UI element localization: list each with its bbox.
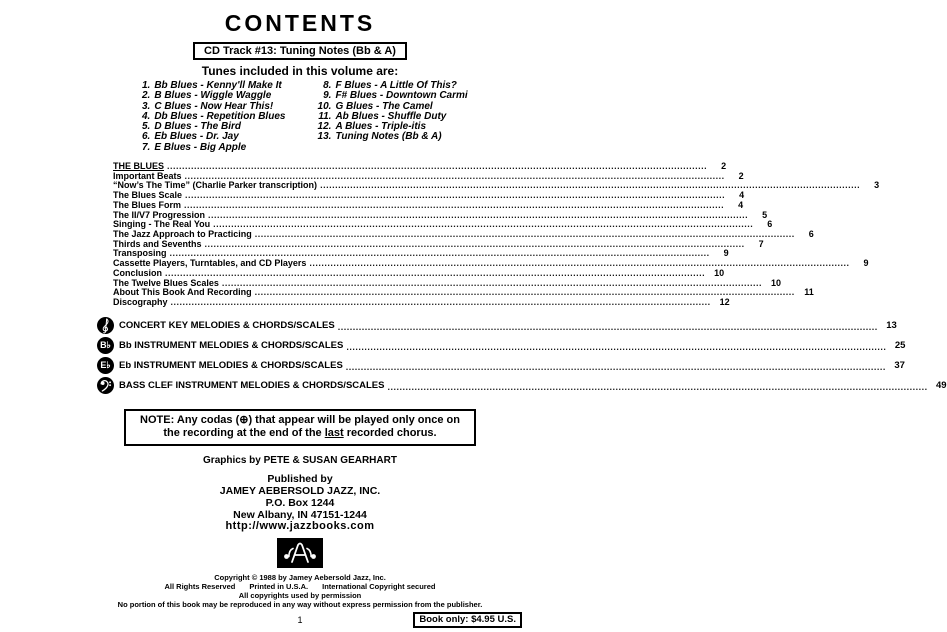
toc-entry-label: The Twelve Blues Scales xyxy=(113,277,219,288)
tune-number: 3. xyxy=(141,100,151,112)
tune-title: E Blues - Big Apple xyxy=(154,141,247,153)
graphics-credit: Graphics by PETE & SUSAN GEARHART xyxy=(203,455,397,467)
tune-number: 8. xyxy=(323,80,332,91)
credits-block xyxy=(0,455,600,533)
tune-title: A Blues - Triple-itis xyxy=(335,121,427,133)
toc-entry-page: 12 xyxy=(719,296,730,307)
copyright-rights: All Rights Reserved xyxy=(164,582,236,592)
tune-title: F Blues - A Little Of This? xyxy=(335,80,457,91)
tune-title: B Blues - Wiggle Waggle xyxy=(154,90,272,102)
dot-leader xyxy=(346,342,886,353)
page-footer xyxy=(0,612,600,632)
tune-number: 13. xyxy=(317,131,332,143)
toc-entry-label: The II/V7 Progression xyxy=(113,209,206,220)
toc-entry-label: Discography xyxy=(113,296,168,307)
publisher-website-link[interactable]: http://www.jazzbooks.com xyxy=(225,520,375,533)
section-label: Eb INSTRUMENT MELODIES & CHORDS/SCALES xyxy=(119,360,343,372)
toc-entry-page: 6 xyxy=(767,219,773,230)
toc-entry-page: 9 xyxy=(723,248,729,259)
section-label: Bb INSTRUMENT MELODIES & CHORDS/SCALES xyxy=(119,340,344,352)
publisher-po-box: P.O. Box 1244 xyxy=(265,496,335,509)
copyright-line4: No portion of this book may be reproduced in any way without express permission from the publisher. xyxy=(117,600,483,610)
toc-entry-label: THE BLUES xyxy=(113,161,165,172)
tune-title: D Blues - The Bird xyxy=(154,121,241,133)
toc-entry-page: 4 xyxy=(738,199,744,210)
coda-note-box xyxy=(124,409,476,447)
tunes-left-column xyxy=(132,81,285,153)
section-page: 37 xyxy=(894,360,905,372)
copyright-block xyxy=(0,573,600,609)
tune-title: F# Blues - Downtown Carmi xyxy=(335,90,468,102)
copyright-line2 xyxy=(0,582,600,591)
tune-number: 7. xyxy=(141,141,151,153)
publisher-name: JAMEY AEBERSOLD JAZZ, INC. xyxy=(219,484,381,497)
tune-number: 11. xyxy=(318,110,332,122)
tune-title: Eb Blues - Dr. Jay xyxy=(154,131,239,143)
toc-entry-label: Important Beats xyxy=(113,170,182,181)
bass-clef-icon xyxy=(97,377,114,394)
section-row-concert-key xyxy=(97,316,897,336)
tune-title: Db Blues - Repetition Blues xyxy=(154,110,286,122)
copyright-international: International Copyright secured xyxy=(322,582,436,592)
tune-item xyxy=(132,143,285,153)
section-page: 49 xyxy=(936,380,947,392)
section-label: CONCERT KEY MELODIES & CHORDS/SCALES xyxy=(119,320,335,332)
section-page: 25 xyxy=(894,340,906,352)
tunes-list xyxy=(0,81,600,153)
section-page: 13 xyxy=(886,320,897,332)
copyright-line3: All copyrights used by permission xyxy=(238,591,362,601)
tunes-heading: Tunes included in this volume are: xyxy=(201,64,399,78)
note-text-underlined: last xyxy=(324,427,344,440)
tune-number: 2. xyxy=(141,90,151,102)
page-title: CONTENTS xyxy=(224,10,376,36)
publisher-city: New Albany, IN 47151-1244 xyxy=(233,508,367,521)
tune-title: Tuning Notes (Bb & A) xyxy=(335,131,442,143)
copyright-printed: Printed in U.S.A. xyxy=(249,582,309,592)
tune-title: Ab Blues - Shuffle Duty xyxy=(335,110,447,122)
toc-entry-page: 11 xyxy=(804,287,814,298)
toc-entry-page: 10 xyxy=(714,267,725,278)
dot-leader xyxy=(346,362,886,373)
toc-entry-label: “Now’s The Time” (Charlie Parker transcription) xyxy=(113,180,318,191)
eb-glyph: E♭ xyxy=(97,357,114,374)
toc-entry-page: 4 xyxy=(739,190,745,201)
tune-number: 12. xyxy=(317,121,332,133)
table-of-contents xyxy=(113,161,880,308)
tune-number: 9. xyxy=(323,90,332,102)
tune-number: 6. xyxy=(141,131,151,143)
toc-entry-label: About This Book And Recording xyxy=(113,287,252,298)
tune-number: 4. xyxy=(141,110,151,122)
toc-entry-label: Conclusion xyxy=(113,267,162,278)
eb-instrument-icon xyxy=(97,357,114,374)
toc-entry-label: Cassette Players, Turntables, and CD Players xyxy=(113,258,307,269)
section-row-bb-instrument xyxy=(97,336,906,356)
toc-entry-page: 6 xyxy=(808,229,814,239)
page-number: 1 xyxy=(297,615,303,626)
toc-entry-page: 5 xyxy=(762,209,768,220)
tune-number: 1. xyxy=(141,80,151,91)
toc-entry-page: 2 xyxy=(721,161,727,172)
toc-entry-label: Transposing xyxy=(113,248,167,259)
published-by-label: Published by xyxy=(267,473,333,486)
jamey-aebersold-logo xyxy=(0,538,600,568)
toc-entry-page: 9 xyxy=(863,258,869,269)
copyright-line1: Copyright © 1988 by Jamey Aebersold Jazz, Inc. xyxy=(214,573,386,583)
section-label: BASS CLEF INSTRUMENT MELODIES & CHORDS/SCALES xyxy=(119,380,385,392)
tunes-right-column xyxy=(313,81,467,153)
tune-number: 10. xyxy=(317,100,332,112)
cd-track-note-box: CD Track #13: Tuning Notes (Bb & A) xyxy=(193,42,407,60)
toc-entry-page: 2 xyxy=(738,170,744,181)
publisher-block xyxy=(0,474,600,533)
dot-leader xyxy=(388,382,928,393)
section-row-eb-instrument xyxy=(97,356,905,376)
dot-leader xyxy=(338,322,878,333)
treble-clef-icon xyxy=(97,317,114,334)
toc-row xyxy=(113,296,730,308)
bb-instrument-icon xyxy=(97,337,114,354)
toc-entry-label: Thirds and Sevenths xyxy=(113,238,202,249)
toc-entry-page: 10 xyxy=(770,277,781,288)
price-box: Book only: $4.95 U.S. xyxy=(413,612,522,628)
note-text-before: NOTE: Any codas (⊕) that appear will be played only once on the recording at the end of the xyxy=(140,413,460,440)
tune-title: Bb Blues - Kenny'll Make It xyxy=(154,80,282,91)
instrument-sections xyxy=(97,316,947,396)
toc-entry-page: 7 xyxy=(758,238,764,249)
tune-title: C Blues - Now Hear This! xyxy=(154,100,274,112)
tune-number: 5. xyxy=(141,121,151,133)
dot-leader xyxy=(171,298,711,308)
toc-entry-page: 3 xyxy=(874,180,880,191)
tune-title: G Blues - The Camel xyxy=(335,100,433,112)
toc-entry-label: Singing - The Real You xyxy=(113,219,211,230)
section-row-bass-clef xyxy=(97,376,947,396)
toc-entry-label: The Jazz Approach to Practicing xyxy=(113,229,252,239)
toc-entry-label: The Blues Scale xyxy=(113,190,183,201)
bb-glyph: B♭ xyxy=(97,337,114,354)
note-text-after: recorded chorus. xyxy=(343,427,437,440)
toc-entry-label: The Blues Form xyxy=(113,199,182,210)
tune-item xyxy=(313,132,467,142)
